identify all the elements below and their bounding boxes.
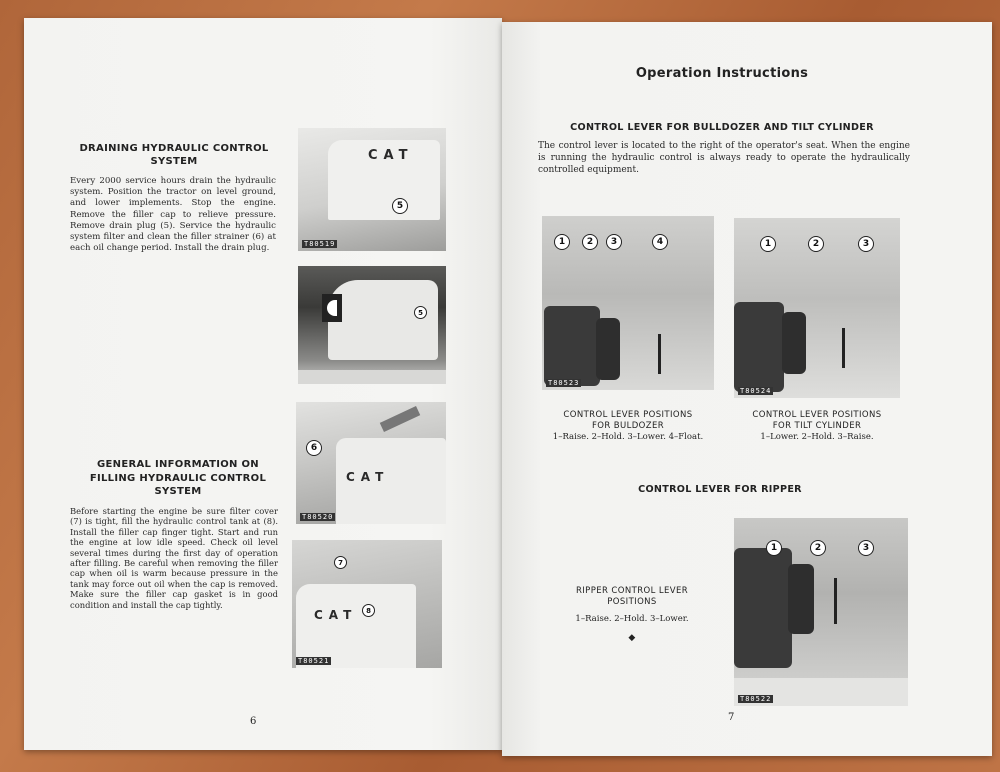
left-page — [24, 18, 502, 750]
bulldozer-tilt-body: The control lever is located to the right of the operator's seat. When the engine is running the hydraulic control is always ready to operate the hydraulically controlled equipment. — [538, 141, 910, 175]
bulldozer-tilt-heading: CONTROL LEVER FOR BULLDOZER AND TILT CYLINDER — [570, 122, 874, 133]
bulldozer-caption-title: CONTROL LEVER POSITIONS FOR BULDOZER — [563, 410, 693, 431]
operator-seat — [544, 306, 600, 386]
tank-shape — [296, 584, 416, 668]
callout-6: 6 — [306, 440, 322, 456]
photo-code: T80523 — [548, 379, 580, 387]
callout-3: 3 — [606, 234, 622, 250]
photo-tractor-side — [298, 266, 446, 384]
bullet-diamond-icon: ◆ — [628, 633, 636, 643]
photo-ripper-lever — [734, 518, 908, 706]
photo-code: T80519 — [304, 240, 336, 248]
draining-body: Every 2000 service hours drain the hydraulic system. Position the tractor on level ground, and lower implements. Stop the engine. Remove the filler cap to relieve pressure. Remove drain plug (5). Service the hydraulic system filter and clean the filler strainer (6) at each oil change period. Install the drain plug. — [70, 176, 276, 254]
callout-5: 5 — [414, 306, 427, 319]
callout-1: 1 — [554, 234, 570, 250]
photo-code: T80524 — [740, 387, 772, 395]
page-number-right: 7 — [728, 712, 735, 723]
cat-logo-text: CAT — [368, 148, 414, 163]
callout-5: 5 — [392, 198, 408, 214]
callout-7: 7 — [334, 556, 347, 569]
photo-code: T80521 — [298, 657, 330, 665]
filling-body: Before starting the engine be sure filter cover (7) is tight, fill the hydraulic control tank at (8). Install the filler cap finger tight. Start and run the engine at low idle speed. Check oil level several times during the first day of operation after filling. Be careful when removing the filler cap when oil is warm because pressure in the tank may force out oil when the cap is removed. Make sure the filler cap gasket is in good condition and install the cap tightly. — [70, 506, 278, 610]
floor-strip — [298, 370, 446, 384]
filling-heading: GENERAL INFORMATION ON FILLING HYDRAULIC CONTROL SYSTEM — [89, 459, 267, 497]
callout-4: 4 — [652, 234, 668, 250]
callout-2: 2 — [810, 540, 826, 556]
ripper-caption — [562, 586, 702, 644]
callout-8: 8 — [362, 604, 375, 617]
operator-seat — [734, 548, 792, 668]
ripper-caption-positions: 1–Raise. 2–Hold. 3–Lower. — [575, 614, 689, 624]
cat-logo-text: CAT — [346, 470, 390, 484]
callout-1: 1 — [766, 540, 782, 556]
photo-tilt-lever — [734, 218, 900, 398]
seat-arm — [596, 318, 620, 380]
control-lever — [658, 334, 661, 374]
draining-heading: DRAINING HYDRAULIC CONTROL SYSTEM — [79, 143, 269, 167]
right-page — [502, 22, 992, 756]
cat-logo-text: CAT — [314, 608, 358, 622]
caterpillar-logo-icon — [327, 300, 337, 316]
callout-3: 3 — [858, 236, 874, 252]
page-title: Operation Instructions — [635, 66, 809, 81]
tilt-caption-title: CONTROL LEVER POSITIONS FOR TILT CYLINDER — [752, 410, 882, 431]
bulldozer-caption — [538, 410, 718, 443]
ripper-caption-title: RIPPER CONTROL LEVER POSITIONS — [575, 586, 689, 607]
control-lever — [842, 328, 845, 368]
photo-filler-strainer — [296, 402, 446, 524]
page-number-left: 6 — [250, 716, 257, 727]
callout-3: 3 — [858, 540, 874, 556]
photo-drain-plug — [298, 128, 446, 251]
photo-filter-cover — [292, 540, 442, 668]
photo-bulldozer-lever — [542, 216, 714, 390]
ripper-heading: CONTROL LEVER FOR RIPPER — [638, 484, 802, 495]
hand-shape — [380, 406, 420, 432]
photo-code: T80522 — [740, 695, 772, 703]
control-lever — [834, 578, 837, 624]
seat-arm — [782, 312, 806, 374]
callout-2: 2 — [808, 236, 824, 252]
tank-shape — [328, 280, 438, 360]
photo-code: T80520 — [302, 513, 334, 521]
bulldozer-caption-positions: 1–Raise. 2–Hold. 3–Lower. 4–Float. — [552, 432, 704, 442]
seat-arm — [788, 564, 814, 634]
callout-1: 1 — [760, 236, 776, 252]
operator-seat — [734, 302, 784, 392]
callout-2: 2 — [582, 234, 598, 250]
tilt-caption-positions: 1–Lower. 2–Hold. 3–Raise. — [760, 432, 874, 442]
tilt-caption — [732, 410, 902, 443]
